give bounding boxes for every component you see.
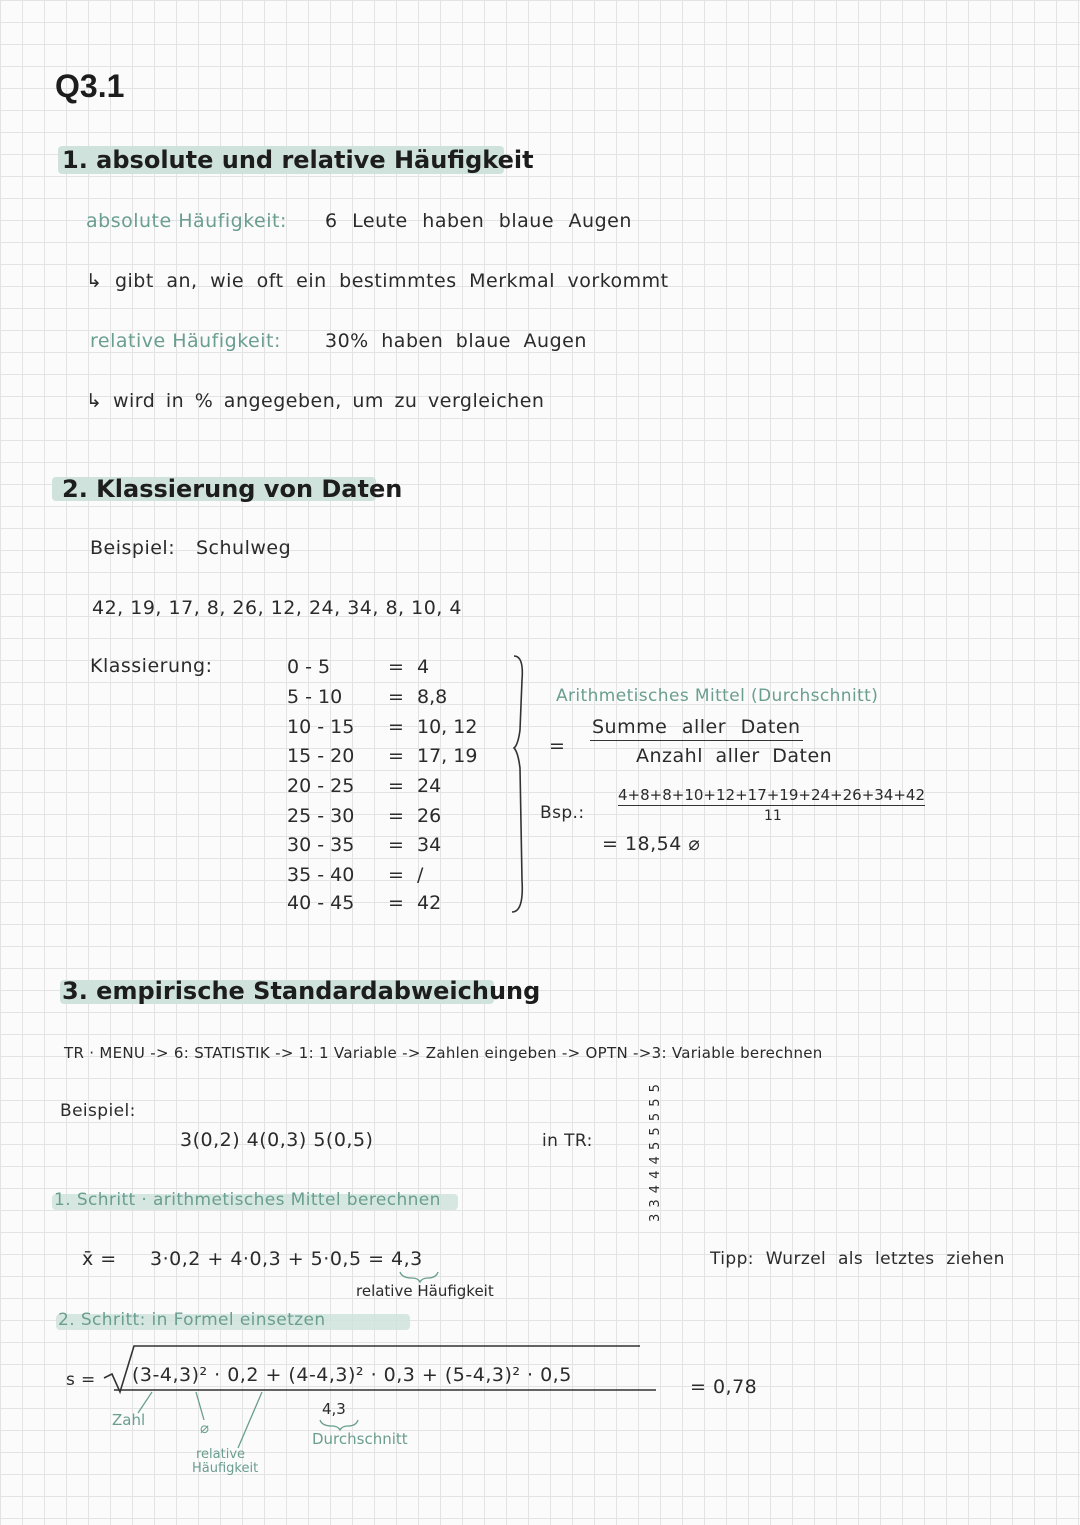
mean-eq: = — [549, 735, 566, 757]
class-range: 20 - 25 — [287, 775, 355, 797]
abs-freq-example: 6 Leute haben blaue Augen — [325, 210, 632, 232]
mean-denominator: Anzahl aller Daten — [636, 745, 833, 767]
class-values: / — [417, 864, 424, 886]
example-topic: Schulweg — [196, 537, 292, 559]
class-eq: = — [388, 686, 404, 708]
class-values: 24 — [417, 775, 442, 797]
class-eq: = — [388, 716, 404, 738]
ann-mean-value: 4,3 — [322, 1400, 346, 1418]
abs-freq-note: ↳ gibt an, wie oft ein bestimmtes Merkmal vorkommt — [86, 270, 669, 292]
step2-label: 2. Schritt: in Formel einsetzen — [58, 1310, 326, 1330]
data-list: 42, 19, 17, 8, 26, 12, 24, 34, 8, 10, 4 — [92, 597, 462, 619]
class-range: 35 - 40 — [287, 864, 355, 886]
abs-freq-label: absolute Häufigkeit: — [86, 210, 287, 232]
rel-freq-label: relative Häufigkeit: — [90, 330, 281, 352]
s-result: = 0,78 — [690, 1376, 758, 1398]
classing-label: Klassierung: — [90, 655, 213, 677]
class-values: 10, 12 — [417, 716, 478, 738]
s-label: s = — [66, 1370, 96, 1390]
class-values: 34 — [417, 834, 442, 856]
class-eq: = — [388, 805, 404, 827]
bsp-numerator: 4+8+8+10+12+17+19+24+26+34+42 — [618, 786, 926, 804]
rel-freq-note: ↳ wird in % angegeben, um zu vergleichen — [86, 390, 545, 412]
class-values: 17, 19 — [417, 745, 478, 767]
class-values: 8,8 — [417, 686, 448, 708]
bsp-label: Bsp.: — [540, 803, 585, 823]
tip-note: Tipp: Wurzel als letztes ziehen — [710, 1249, 1005, 1269]
xbar-label: x̄ = — [82, 1248, 117, 1270]
page-title: Q3.1 — [55, 68, 125, 104]
class-eq: = — [388, 775, 404, 797]
section1-heading: 1. absolute und relative Häufigkeit — [62, 146, 534, 174]
section2-heading: 2. Klassierung von Daten — [62, 475, 403, 503]
in-tr-label: in TR: — [542, 1131, 593, 1151]
step1-label: 1. Schritt · arithmetisches Mittel berechnen — [54, 1190, 441, 1210]
class-eq: = — [388, 656, 404, 678]
bsp-denominator: 11 — [764, 808, 782, 824]
class-eq: = — [388, 745, 404, 767]
class-range: 30 - 35 — [287, 834, 355, 856]
class-values: 4 — [417, 656, 430, 678]
class-eq: = — [388, 864, 404, 886]
class-range: 0 - 5 — [287, 656, 331, 678]
rel-freq-annotation: relative Häufigkeit — [356, 1282, 494, 1300]
class-values: 42 — [417, 892, 442, 914]
class-range: 10 - 15 — [287, 716, 355, 738]
example-label: Beispiel: — [60, 1101, 136, 1121]
s-formula: (3-4,3)² · 0,2 + (4-4,3)² · 0,3 + (5-4,3)² · 0,5 — [132, 1364, 572, 1386]
ann-haeufigkeit: Häufigkeit — [192, 1461, 259, 1476]
ann-relative: relative — [196, 1447, 246, 1462]
bsp-result: = 18,54 ⌀ — [602, 833, 701, 855]
class-range: 40 - 45 — [287, 892, 355, 914]
ann-zahl: Zahl — [112, 1411, 146, 1429]
class-values: 26 — [417, 805, 442, 827]
rel-freq-example: 30% haben blaue Augen — [325, 330, 587, 352]
xbar-formula: 3·0,2 + 4·0,3 + 5·0,5 = 4,3 — [150, 1248, 423, 1270]
mean-numerator: Summe aller Daten — [590, 716, 803, 741]
ann-durchschnitt: Durchschnitt — [312, 1430, 408, 1448]
class-range: 5 - 10 — [287, 686, 343, 708]
class-eq: = — [388, 892, 404, 914]
ann-mean-symbol: ⌀ — [200, 1419, 210, 1437]
class-eq: = — [388, 834, 404, 856]
class-range: 15 - 20 — [287, 745, 355, 767]
example-label: Beispiel: — [90, 537, 176, 559]
tr-instructions: TR · MENU -> 6: STATISTIK -> 1: 1 Variable -> Zahlen eingeben -> OPTN ->3: Variable berechnen — [64, 1044, 823, 1062]
example-values: 3(0,2) 4(0,3) 5(0,5) — [180, 1129, 374, 1151]
class-range: 25 - 30 — [287, 805, 355, 827]
mean-title: Arithmetisches Mittel (Durchschnitt) — [556, 686, 879, 706]
tr-value-column: 3 3 4 4 4 5 5 5 5 5 — [648, 1083, 663, 1222]
section3-heading: 3. empirische Standardabweichung — [62, 977, 541, 1005]
